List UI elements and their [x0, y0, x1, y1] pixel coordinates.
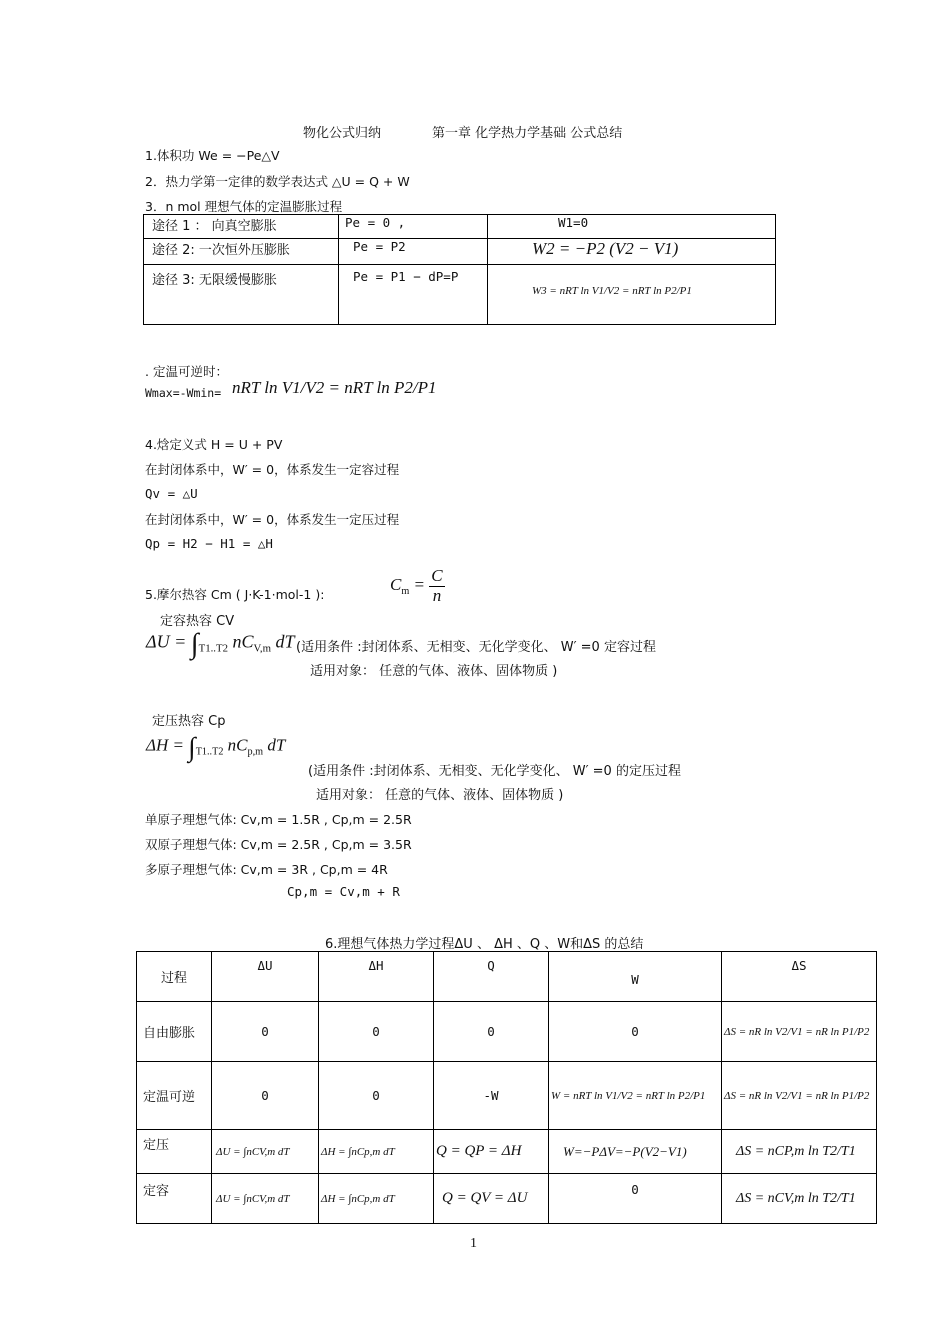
header-process: 过程: [160, 971, 187, 986]
cv-objects: 适用对象： 任意的气体、液体、固体物质 ): [310, 664, 558, 679]
q-value: Q = QP = ΔH: [436, 1143, 522, 1159]
du-value: 0: [261, 1088, 269, 1103]
cv-integral: $\Delta U = \int_{T1..T2}$ $nC_{V,m}$ dT: [146, 628, 295, 660]
path-table: [143, 214, 776, 325]
process-name: 自由膨胀: [143, 1026, 196, 1041]
process-name: 定容: [143, 1184, 170, 1199]
dh-value: ΔH = ∫nCp,m dT: [321, 1192, 395, 1205]
q-value: Q = QV = ΔU: [442, 1190, 528, 1206]
ds-cell: [722, 1130, 877, 1174]
q-cell: [434, 1062, 549, 1130]
dh-value: ΔH = ∫nCp,m dT: [321, 1145, 395, 1158]
work-label: W1=0: [558, 215, 589, 230]
w-cell: [549, 1002, 722, 1062]
du-value: 0: [261, 1024, 269, 1039]
process-name: 定压: [143, 1138, 170, 1153]
header-cell: [549, 952, 722, 1002]
work-cell: [488, 239, 776, 265]
header-ds: ΔS: [791, 958, 807, 973]
monatomic-line: 单原子理想气体: Cv,m = 1.5R , Cp,m = 2.5R: [145, 812, 412, 827]
enthalpy-line-4: 在封闭体系中，W′ = 0，体系发生一定压过程: [145, 512, 400, 527]
dh-cell: [319, 1062, 434, 1130]
ds-cell: [722, 1062, 877, 1130]
cp-conditions: (适用条件 :封闭体系、无相变、无化学变化、 W′ =0 的定压过程: [308, 764, 681, 779]
molar-heat-capacity: 5.摩尔热容 Cm ( J·K-1·mol-1 ):: [145, 587, 325, 602]
path-cell: [144, 215, 339, 239]
cm-formula: $C_m$ = $\frac{C}{n}$: [390, 566, 443, 605]
header-cell: [137, 952, 212, 1002]
ds-value: ΔS = nCV,m ln T2/T1: [736, 1190, 856, 1206]
pe-label: Pe = P2: [353, 239, 406, 254]
cp-integral: $\Delta H = \int_{T1..T2}$ $nC_{p,m}$ dT: [146, 732, 286, 762]
du-value: ΔU = ∫nCV,m dT: [216, 1145, 290, 1158]
summary-title: 6.理想气体热力学过程ΔU 、 ΔH 、Q 、W和ΔS 的总结: [325, 937, 644, 952]
w-value: W=−PΔV=−P(V2−V1): [563, 1143, 687, 1159]
w-cell: [549, 1174, 722, 1224]
dh-value: 0: [372, 1024, 380, 1039]
du-cell: [212, 1062, 319, 1130]
process-name: 定温可逆: [143, 1090, 196, 1105]
header-q: Q: [487, 958, 495, 973]
enthalpy-def: 4.焓定义式 H = U + PV: [145, 437, 283, 452]
header-dh: ΔH: [368, 958, 384, 973]
q-cell: [434, 1174, 549, 1224]
w-cell: [549, 1062, 722, 1130]
header-w: W: [631, 972, 639, 987]
row-label: [137, 1002, 212, 1062]
diatomic-line: 双原子理想气体: Cv,m = 2.5R , Cp,m = 3.5R: [145, 837, 412, 852]
document-title: 物化公式归纳: [303, 126, 382, 141]
pe-cell: [339, 215, 488, 239]
path-label: 途径 3: 无限缓慢膨胀: [152, 273, 277, 288]
reversible-title: . 定温可逆时：: [145, 364, 228, 379]
pe-label: Pe = P1 − dP=P: [353, 269, 459, 284]
isothermal-title: 3．n mol 理想气体的定温膨胀过程: [145, 199, 343, 214]
w-value: W = nRT ln V1/V2 = nRT ln P2/P1: [551, 1089, 706, 1102]
ds-value: ΔS = nR ln V2/V1 = nR ln P1/P2: [724, 1089, 870, 1102]
w-value: 0: [631, 1182, 639, 1197]
work-cell: [488, 265, 776, 325]
w3-formula: W3 = nRT ln V1/V2 = nRT ln P2/P1: [532, 285, 692, 297]
path-cell: [144, 265, 339, 325]
row-label: [137, 1062, 212, 1130]
pe-cell: [339, 239, 488, 265]
dh-cell: [319, 1174, 434, 1224]
work-cell: [488, 215, 776, 239]
header-cell: [319, 952, 434, 1002]
enthalpy-line-5: Qp = H2 − H1 = △H: [145, 536, 273, 551]
enthalpy-line-3: Qv = △U: [145, 486, 198, 501]
header-cell: [722, 952, 877, 1002]
row-label: [137, 1130, 212, 1174]
header-cell: [434, 952, 549, 1002]
cp-cv-relation: Cp,m = Cv,m + R: [287, 884, 400, 899]
header-cell: [212, 952, 319, 1002]
q-value: 0: [487, 1024, 495, 1039]
w-value: 0: [631, 1024, 639, 1039]
ds-value: ΔS = nCP,m ln T2/T1: [736, 1143, 856, 1159]
cv-conditions: (适用条件 :封闭体系、无相变、无化学变化、 W′ =0 定容过程: [296, 640, 656, 655]
cp-objects: 适用对象： 任意的气体、液体、固体物质 ): [316, 788, 564, 803]
q-cell: [434, 1130, 549, 1174]
volume-work-line: 1.体积功 We = −Pe△V: [145, 148, 280, 163]
ds-cell: [722, 1002, 877, 1062]
summary-table: [136, 951, 877, 1224]
pe-cell: [339, 265, 488, 325]
dh-cell: [319, 1002, 434, 1062]
dh-cell: [319, 1130, 434, 1174]
du-value: ΔU = ∫nCV,m dT: [216, 1192, 290, 1205]
q-value: -W: [483, 1088, 499, 1103]
polyatomic-line: 多原子理想气体: Cv,m = 3R , Cp,m = 4R: [145, 862, 388, 877]
du-cell: [212, 1130, 319, 1174]
path-cell: [144, 239, 339, 265]
path-label: 途径 2: 一次恒外压膨胀: [152, 243, 290, 258]
row-label: [137, 1174, 212, 1224]
du-cell: [212, 1174, 319, 1224]
q-cell: [434, 1002, 549, 1062]
path-label: 途径 1 ： 向真空膨胀: [152, 219, 277, 234]
pe-label: Pe = 0 ,: [345, 215, 406, 230]
dh-value: 0: [372, 1088, 380, 1103]
first-law-line: 2．热力学第一定律的数学表达式 △U = Q + W: [145, 174, 410, 189]
header-du: ΔU: [257, 958, 273, 973]
enthalpy-line-2: 在封闭体系中，W′ = 0，体系发生一定容过程: [145, 462, 400, 477]
w2-formula: W2 = −P2 (V2 − V1): [532, 239, 679, 258]
chapter-title: 第一章 化学热力学基础 公式总结: [432, 126, 623, 141]
cv-title: 定容热容 CV: [160, 614, 235, 629]
du-cell: [212, 1002, 319, 1062]
reversible-formula: nRT ln V1/V2 = nRT ln P2/P1: [232, 378, 437, 397]
ds-value: ΔS = nR ln V2/V1 = nR ln P1/P2: [724, 1025, 870, 1038]
w-cell: [549, 1130, 722, 1174]
page-number: 1: [470, 1236, 477, 1251]
cp-title: 定压热容 Cp: [152, 714, 226, 729]
ds-cell: [722, 1174, 877, 1224]
reversible-lhs: Wmax=-Wmin=: [145, 386, 222, 400]
